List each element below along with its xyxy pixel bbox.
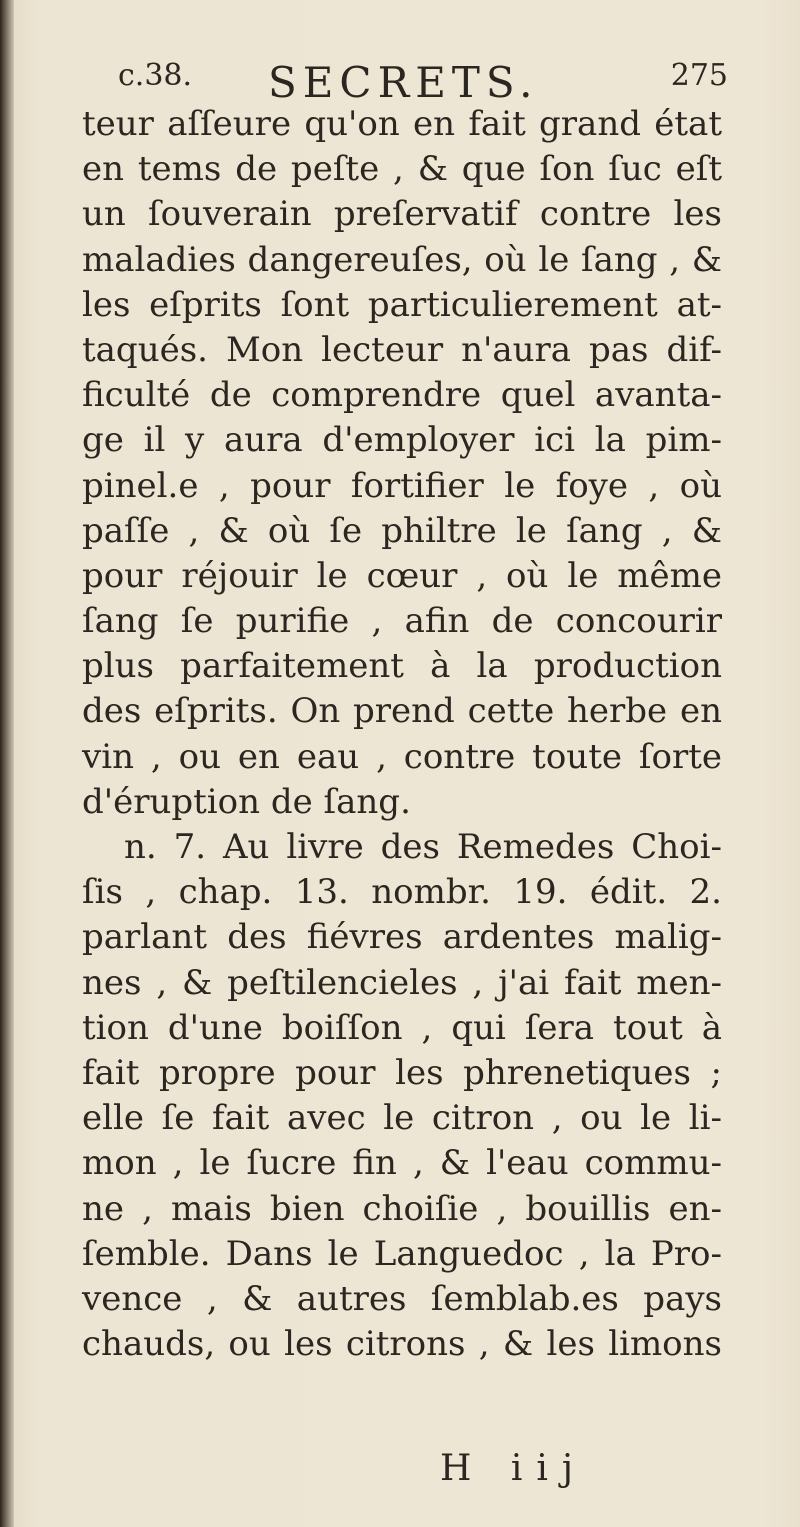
text-line: mon , le ſucre fin , & l'eau commu- bbox=[82, 1143, 722, 1184]
text-line: ſang ſe purifie , afin de concourir bbox=[82, 601, 722, 642]
text-line: ſemble. Dans le Languedoc , la Pro- bbox=[82, 1233, 722, 1274]
text-line: les eſprits ſont particulierement at- bbox=[82, 284, 722, 325]
text-line: teur aſſeure qu'on en fait grand état bbox=[82, 104, 722, 144]
text-line: maladies dangereuſes, où le ſang , & bbox=[82, 239, 722, 280]
text-line: un ſouverain preſervatif contre les bbox=[82, 194, 722, 235]
text-line: fait propre pour les phrenetiques ; bbox=[82, 1052, 722, 1093]
text-line: tion d'une boiſſon , qui ſera tout à bbox=[82, 1007, 722, 1048]
signature-mark: H iij bbox=[440, 1448, 588, 1489]
text-line: plus parfaitement à la production bbox=[82, 646, 722, 687]
text-line: pour réjouir le cœur , où le même bbox=[82, 555, 722, 596]
page-number: 275 bbox=[670, 58, 728, 93]
text-line: en tems de peſte , & que ſon ſuc eſt bbox=[82, 149, 722, 190]
text-line: taqués. Mon lecteur n'aura pas dif- bbox=[82, 329, 722, 370]
text-line: vence , & autres ſemblab.es pays bbox=[82, 1278, 722, 1319]
text-line: paſſe , & où ſe philtre le ſang , & bbox=[82, 510, 722, 551]
text-line: pinel.e , pour fortifier le foye , où bbox=[82, 465, 722, 506]
text-line: ge il y aura d'employer ici la pim- bbox=[82, 420, 722, 461]
page-gutter bbox=[0, 0, 14, 1527]
chapter-reference: c.38. bbox=[118, 58, 193, 93]
text-line: elle ſe fait avec le citron , ou le li- bbox=[82, 1098, 722, 1139]
text-line: ficulté de comprendre quel avanta- bbox=[82, 375, 722, 416]
text-line: d'éruption de ſang. bbox=[82, 781, 411, 822]
running-title: SECRETS. bbox=[268, 58, 539, 107]
text-line: parlant des fiévres ardentes malig- bbox=[82, 917, 722, 958]
text-line: vin , ou en eau , contre toute ſorte bbox=[82, 736, 722, 777]
body-text bbox=[82, 102, 722, 1367]
text-line: chauds, ou les citrons , & les limons bbox=[82, 1324, 722, 1365]
text-line: des eſprits. On prend cette herbe en bbox=[82, 691, 722, 732]
text-line: n. 7. Au livre des Remedes Choi- bbox=[124, 827, 722, 867]
text-line: nes , & peſtilencieles , j'ai fait men- bbox=[82, 962, 722, 1003]
text-line: ſis , chap. 13. nombr. 19. édit. 2. bbox=[82, 872, 722, 913]
text-line: ne , mais bien choiſie , bouillis en- bbox=[82, 1188, 722, 1229]
